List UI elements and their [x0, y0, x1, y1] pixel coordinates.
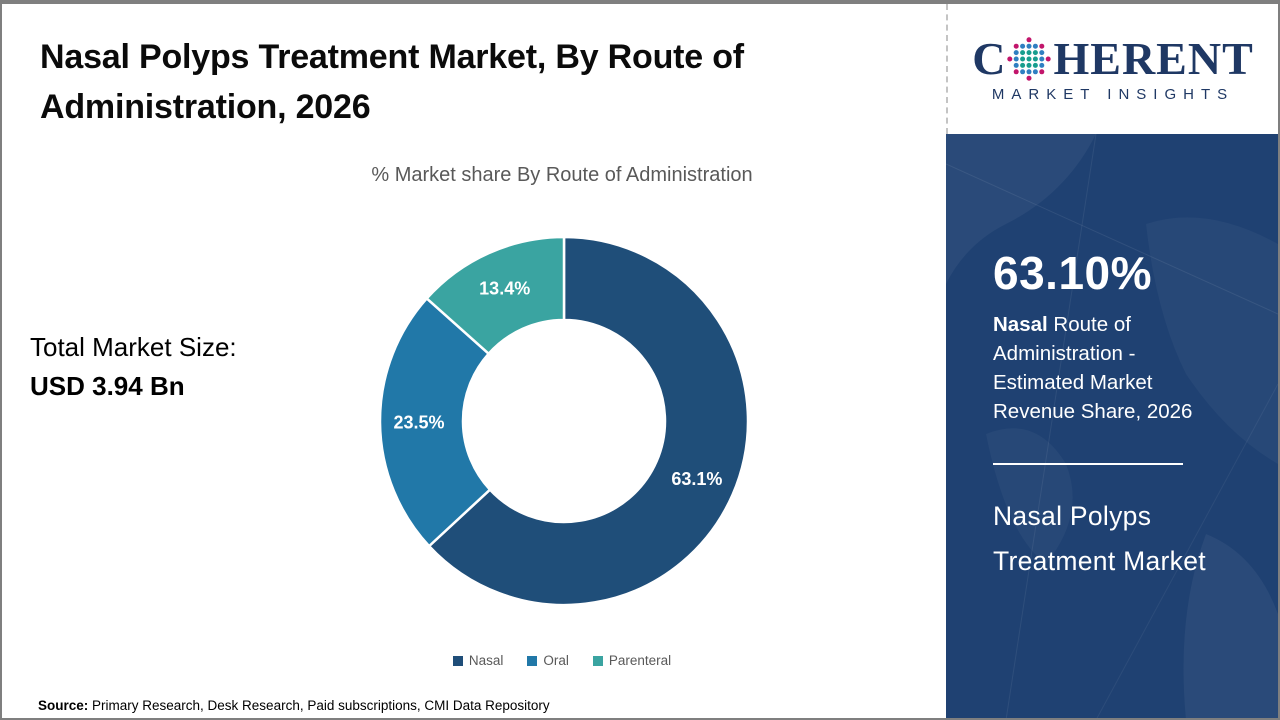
globe-dot — [1021, 69, 1026, 74]
globe-dot — [1014, 69, 1019, 74]
source-label: Source: — [38, 698, 89, 713]
legend-label: Parenteral — [608, 653, 672, 668]
product-name-line2: Treatment Market — [993, 546, 1206, 576]
globe-dot — [1021, 50, 1026, 55]
globe-dot — [1033, 56, 1038, 61]
globe-dot — [1040, 56, 1045, 61]
globe-dot — [1027, 37, 1032, 42]
slice-label-nasal: 63.1% — [671, 469, 723, 489]
legend-marker — [527, 656, 537, 666]
legend-item-parenteral — [593, 653, 671, 668]
source-text: Primary Research, Desk Research, Paid subscriptions, CMI Data Repository — [88, 698, 550, 713]
slice-label-parenteral: 13.4% — [479, 278, 531, 299]
total-market-value: USD 3.94 Bn — [30, 371, 185, 401]
slice-label-oral: 23.5% — [393, 412, 445, 433]
globe-dot — [1027, 43, 1032, 48]
logo-part1: C — [972, 32, 1007, 84]
globe-dot — [1040, 62, 1045, 67]
company-logo — [946, 4, 1278, 134]
sidebar-stat-description — [993, 310, 1205, 426]
legend-marker — [453, 656, 463, 666]
sidebar-stat-value: 63.10% — [993, 247, 1153, 299]
globe-dot — [1027, 75, 1032, 80]
globe-dot — [1021, 56, 1026, 61]
coherent-globe-icon — [1007, 37, 1051, 81]
globe-dot — [1014, 43, 1019, 48]
globe-dot — [1021, 43, 1026, 48]
globe-dot — [1033, 43, 1038, 48]
globe-dot — [1027, 50, 1032, 55]
sidebar-divider — [993, 463, 1183, 465]
legend-label: Oral — [543, 653, 569, 668]
globe-dot — [1033, 62, 1038, 67]
globe-dot — [1027, 56, 1032, 61]
world-map-texture — [946, 134, 1278, 718]
sidebar — [946, 4, 1278, 718]
globe-dot — [1014, 62, 1019, 67]
legend-label: Nasal — [468, 653, 504, 668]
total-market-label: Total Market Size: — [30, 332, 237, 362]
globe-dot — [1021, 62, 1026, 67]
globe-dot — [1008, 56, 1013, 61]
logo-subtitle: MARKET INSIGHTS — [991, 85, 1235, 103]
sidebar-panel — [946, 134, 1278, 718]
globe-dot — [1027, 62, 1032, 67]
donut-chart — [376, 233, 752, 609]
total-market-size — [30, 328, 237, 406]
sidebar-product-name — [993, 494, 1253, 584]
globe-dot — [1033, 50, 1038, 55]
globe-dot — [1046, 56, 1051, 61]
legend-marker — [593, 656, 603, 666]
legend-item-nasal — [453, 653, 504, 668]
page-title: Nasal Polyps Treatment Market, By Route of Administration, 2026 — [40, 38, 744, 126]
globe-dot — [1033, 69, 1038, 74]
globe-dot — [1027, 69, 1032, 74]
globe-dot — [1014, 56, 1019, 61]
stat-desc-bold: Nasal — [993, 313, 1048, 336]
product-name-line1: Nasal Polyps — [993, 501, 1152, 531]
source-note — [38, 698, 550, 713]
globe-dot — [1040, 50, 1045, 55]
chart-subtitle: % Market share By Route of Administration — [371, 164, 753, 186]
globe-dot — [1014, 50, 1019, 55]
logo-part2: HERENT — [1053, 32, 1254, 84]
globe-dot — [1040, 43, 1045, 48]
legend-item-oral — [527, 653, 569, 668]
stat-desc-rest: Route of Administration - Estimated Market Revenue Share, 2026 — [993, 313, 1193, 423]
logo-wordmark — [972, 32, 1254, 84]
chart-legend — [162, 653, 962, 668]
globe-dot — [1040, 69, 1045, 74]
